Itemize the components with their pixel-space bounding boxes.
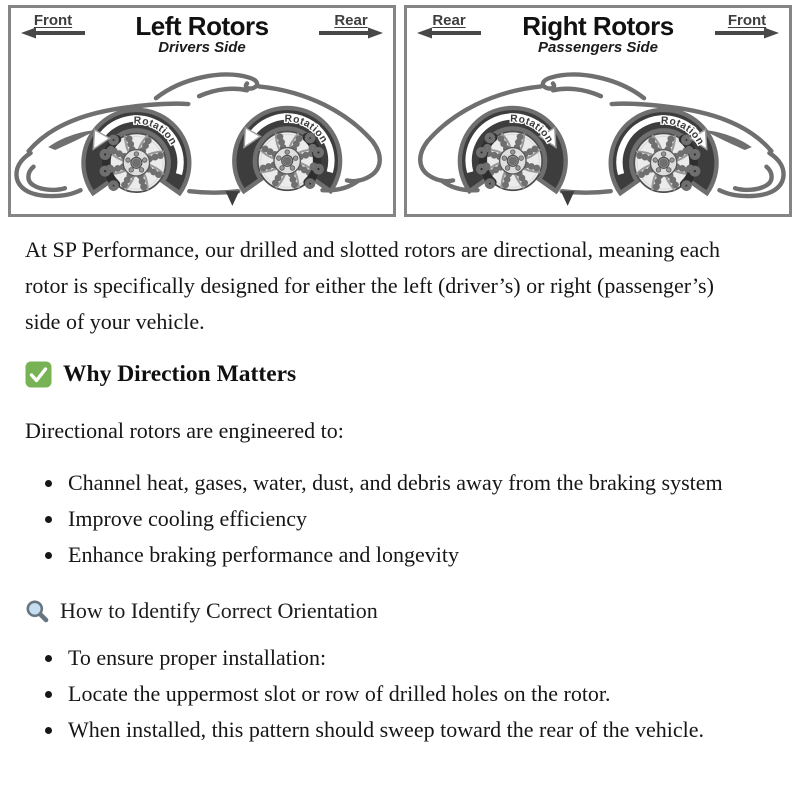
- rear-direction-label: [417, 12, 481, 39]
- orientation-list: [25, 640, 745, 748]
- front-label-text: Front: [727, 12, 767, 29]
- list-item: • Enhance braking performance and longevity: [65, 537, 745, 573]
- article: [0, 232, 770, 748]
- right-arrow-icon: [715, 27, 779, 39]
- rear-label-text: Rear: [334, 12, 368, 29]
- rotor-direction-diagram: [0, 0, 800, 217]
- rotation-label: Rotation: [133, 115, 179, 148]
- check-mark-icon: [25, 361, 52, 388]
- front-direction-label: [715, 12, 779, 39]
- left-arrow-icon: [417, 27, 481, 39]
- panel-subtitle: Passengers Side: [537, 39, 659, 57]
- right-panel-header: [407, 8, 789, 57]
- rotation-label: Rotation: [509, 113, 555, 146]
- right-rotors-panel: [404, 5, 792, 217]
- panel-subtitle: Drivers Side: [158, 39, 246, 57]
- intro-paragraph: At SP Performance, our drilled and slotted rotors are directional, meaning each rotor is specifically designed for either the left (driver’s) or right (passenger’s) side of your vehicle.: [25, 237, 721, 334]
- right-car-illustration: [407, 57, 789, 219]
- benefits-list: [25, 465, 745, 573]
- left-rotors-panel: [8, 5, 396, 217]
- rotation-label: Rotation: [660, 115, 706, 148]
- list-item: • Improve cooling efficiency: [65, 501, 745, 537]
- magnifying-glass-icon: [25, 599, 50, 624]
- list-item: • Locate the uppermost slot or row of drilled holes on the rotor.: [65, 676, 745, 712]
- heading-identify-orientation: [25, 598, 745, 624]
- list-item: • When installed, this pattern should sweep toward the rear of the vehicle.: [65, 712, 745, 748]
- left-car-illustration: [11, 57, 393, 219]
- right-arrow-icon: [319, 27, 383, 39]
- heading-text: Why Direction Matters: [63, 361, 297, 387]
- heading-text: How to Identify Correct Orientation: [60, 598, 378, 623]
- front-direction-label: [21, 12, 85, 39]
- list-item: • To ensure proper installation:: [65, 640, 745, 676]
- left-arrow-icon: [21, 27, 85, 39]
- rear-label-text: Rear: [432, 12, 466, 29]
- left-panel-header: [11, 8, 393, 57]
- front-label-text: Front: [33, 12, 73, 29]
- rear-direction-label: [319, 12, 383, 39]
- lead-paragraph: Directional rotors are engineered to:: [25, 418, 344, 443]
- list-item: • Channel heat, gases, water, dust, and debris away from the braking system: [65, 465, 745, 501]
- rotation-label: Rotation: [284, 113, 330, 146]
- heading-why-direction-matters: [25, 361, 745, 388]
- panel-title: Right Rotors: [522, 11, 674, 41]
- panel-title: Left Rotors: [135, 11, 269, 41]
